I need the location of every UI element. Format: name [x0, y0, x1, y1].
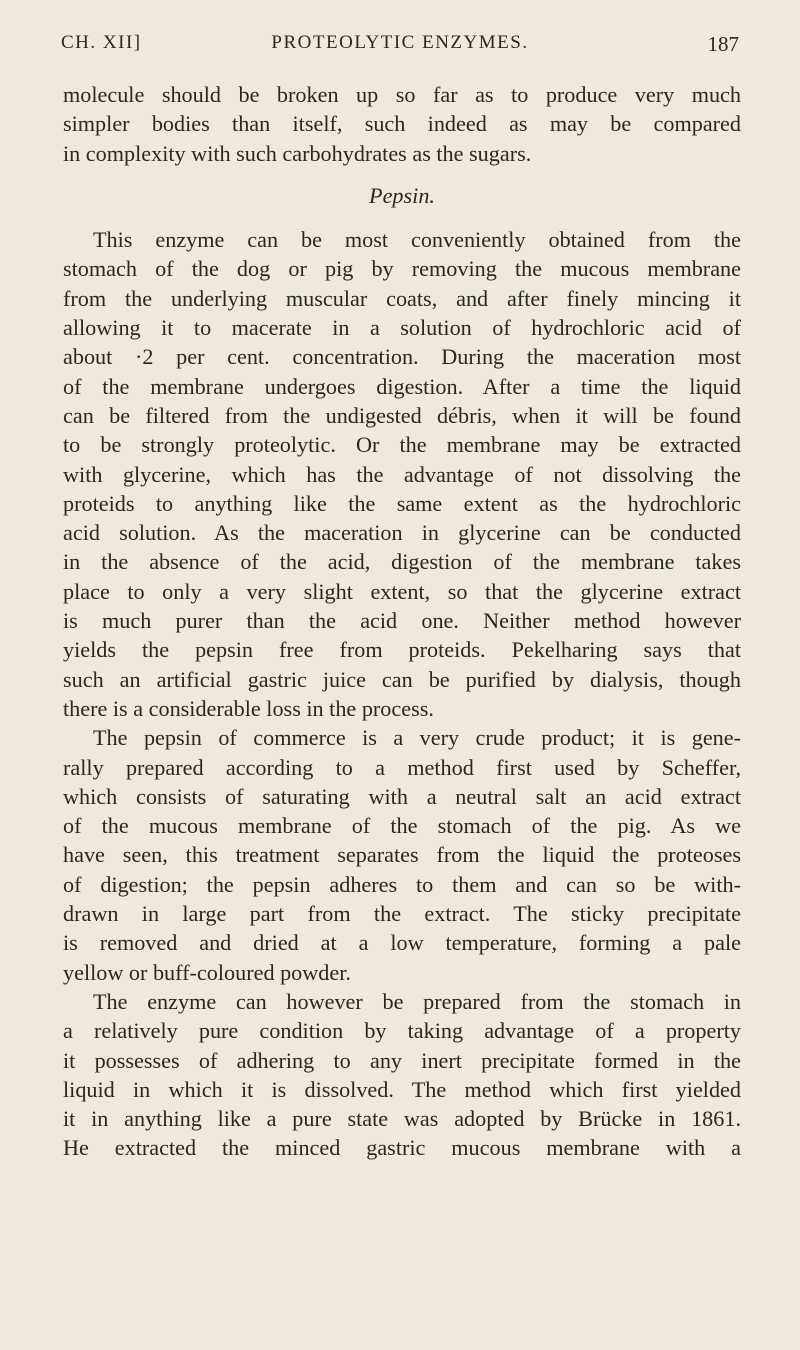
- text-line: of digestion; the pepsin adheres to them and can so be with-: [63, 871, 741, 897]
- text-line: in the absence of the acid, digestion of the membrane takes: [63, 549, 741, 575]
- text-line: have seen, this treatment separates from the liquid the proteoses: [63, 842, 741, 868]
- text-line: simpler bodies than itself, such indeed as may be compared: [63, 111, 741, 137]
- text-line: He extracted the minced gastric mucous membrane with a: [63, 1135, 741, 1161]
- page-number: 187: [707, 32, 739, 56]
- text-line: This enzyme can be most conveniently obtained from the: [93, 227, 741, 253]
- text-line: there is a considerable loss in the process.: [63, 695, 434, 721]
- text-line: liquid in which it is dissolved. The method which first yielded: [63, 1076, 741, 1102]
- text-line: it in anything like a pure state was adopted by Brücke in 1861.: [63, 1106, 741, 1132]
- text-line: proteids to anything like the same extent as the hydrochloric: [63, 490, 741, 516]
- text-line: which consists of saturating with a neutral salt an acid extract: [63, 783, 741, 809]
- text-line: The enzyme can however be prepared from the stomach in: [93, 988, 741, 1014]
- text-line: molecule should be broken up so far as to produce very much: [63, 82, 741, 107]
- running-header: [61, 32, 739, 62]
- text-line: a relatively pure condition by taking advantage of a property: [63, 1018, 741, 1044]
- text-line: in complexity with such carbohydrates as the sugars.: [63, 140, 532, 166]
- text-line: allowing it to macerate in a solution of hydrochloric acid of: [63, 315, 741, 341]
- text-line: such an artificial gastric juice can be purified by dialysis, though: [63, 666, 741, 692]
- text-line: drawn in large part from the extract. The sticky precipitate: [63, 901, 741, 927]
- running-title: PROTEOLYTIC ENZYMES.: [271, 32, 529, 53]
- text-line: is removed and dried at a low temperature, forming a pale: [63, 930, 741, 956]
- text-line: The pepsin of commerce is a very crude product; it is gene-: [93, 725, 741, 751]
- text-line: rally prepared according to a method first used by Scheffer,: [63, 754, 741, 780]
- text-line: with glycerine, which has the advantage of not dissolving the: [63, 461, 741, 487]
- text-line: is much purer than the acid one. Neither method however: [63, 608, 741, 634]
- text-line: of the membrane undergoes digestion. After a time the liquid: [63, 373, 741, 399]
- section-heading: Pepsin.: [369, 182, 435, 208]
- body-text: [63, 80, 741, 1163]
- text-line: to be strongly proteolytic. Or the membrane may be extracted: [63, 432, 741, 458]
- text-line: yields the pepsin free from proteids. Pekelharing says that: [63, 637, 741, 663]
- text-line: it possesses of adhering to any inert precipitate formed in the: [63, 1047, 741, 1073]
- text-line: of the mucous membrane of the stomach of the pig. As we: [63, 813, 741, 839]
- text-line: stomach of the dog or pig by removing the mucous membrane: [63, 256, 741, 282]
- text-line: about ·2 per cent. concentration. During the maceration most: [63, 344, 741, 370]
- chapter-label: CH. XII]: [61, 32, 142, 53]
- text-line: acid solution. As the maceration in glycerine can be conducted: [63, 520, 741, 546]
- text-line: yellow or buff-coloured powder.: [63, 959, 351, 985]
- text-line: can be filtered from the undigested débris, when it will be found: [63, 402, 741, 428]
- text-line: place to only a very slight extent, so that the glycerine extract: [63, 578, 741, 604]
- text-line: from the underlying muscular coats, and after finely mincing it: [63, 285, 741, 311]
